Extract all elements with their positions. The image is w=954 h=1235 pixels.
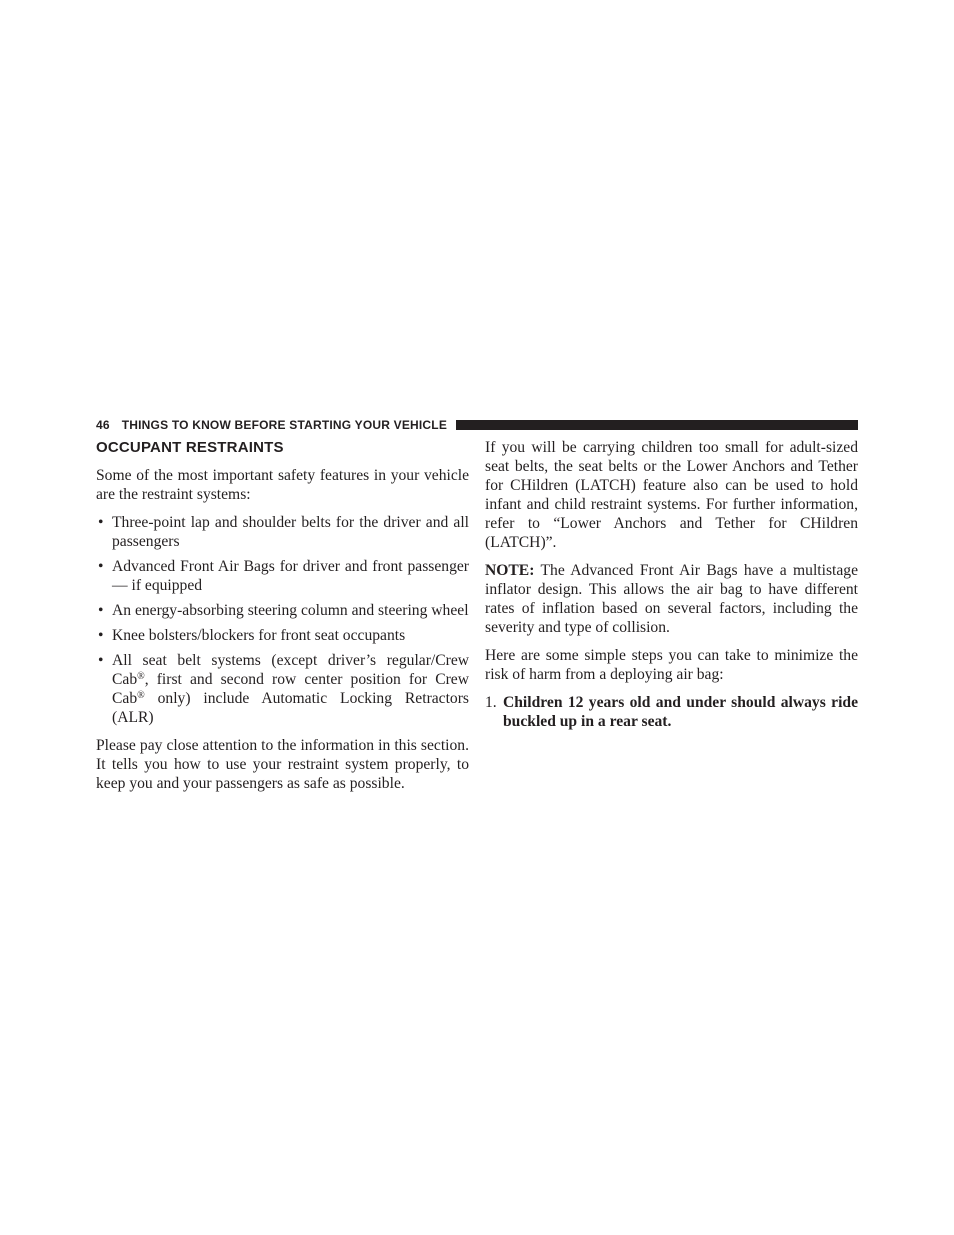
registered-mark: ® bbox=[137, 690, 145, 701]
steps-intro-paragraph: Here are some simple steps you can take to minimize the risk of harm from a deploying air bag: bbox=[485, 647, 858, 683]
bullet-icon: • bbox=[98, 602, 104, 619]
steps-list bbox=[485, 693, 858, 731]
note-text: The Advanced Front Air Bags have a multistage inflator design. This allows the air bag to have different rates of inflation based on several factors, including the severity and type of collision. bbox=[485, 562, 858, 636]
bullet-icon: • bbox=[98, 558, 104, 575]
list-item bbox=[96, 601, 469, 620]
latch-paragraph: If you will be carrying children too small for adult-sized seat belts, the seat belts or the Lower Anchors and Tether for CHildren (LATCH) feature also can be used to hold infant and child restraint systems. For further information, refer to “Lower Anchors and Tether for CHildren (LATCH)”. bbox=[485, 439, 858, 551]
list-item-text: Three-point lap and shoulder belts for the driver and all passengers bbox=[112, 514, 469, 550]
right-column bbox=[485, 438, 858, 731]
list-item-text: Advanced Front Air Bags for driver and front passenger — if equipped bbox=[112, 558, 469, 594]
section-title: OCCUPANT RESTRAINTS bbox=[96, 439, 284, 456]
list-item bbox=[96, 626, 469, 645]
bullet-icon: • bbox=[98, 514, 104, 531]
registered-mark: ® bbox=[137, 671, 145, 682]
header-rule-bar bbox=[456, 420, 858, 430]
list-item-text: An energy-absorbing steering column and steering wheel bbox=[112, 602, 469, 619]
list-item-text bbox=[112, 652, 469, 726]
note-label: NOTE: bbox=[485, 562, 535, 579]
left-column bbox=[96, 438, 469, 802]
restraint-list bbox=[96, 513, 469, 727]
step-number: 1. bbox=[485, 694, 497, 711]
chapter-title: THINGS TO KNOW BEFORE STARTING YOUR VEHICLE bbox=[121, 418, 448, 432]
bullet-icon: • bbox=[98, 652, 104, 669]
closing-paragraph: Please pay close attention to the information in this section. It tells you how to use your restraint system properly, to keep you and your passengers as safe as possible. bbox=[96, 737, 469, 792]
list-item-text: Knee bolsters/blockers for front seat occupants bbox=[112, 627, 406, 644]
bullet-icon: • bbox=[98, 627, 104, 644]
page-header bbox=[96, 417, 858, 433]
list-item bbox=[96, 557, 469, 595]
intro-paragraph: Some of the most important safety features in your vehicle are the restraint systems: bbox=[96, 467, 469, 503]
list-item bbox=[96, 651, 469, 727]
list-item-text-part: , first and second row center position for Crew Cab bbox=[112, 671, 469, 707]
list-item-text-part: only) include Automatic Locking Retractors (ALR) bbox=[112, 690, 469, 726]
step-text: Children 12 years old and under should always ride buckled up in a rear seat. bbox=[503, 694, 858, 730]
step-item bbox=[485, 693, 858, 731]
list-item-text-part: All seat belt systems (except driver’s regular/Crew Cab bbox=[112, 652, 469, 688]
note-paragraph bbox=[485, 561, 858, 637]
page-number: 46 bbox=[96, 418, 110, 432]
list-item bbox=[96, 513, 469, 551]
